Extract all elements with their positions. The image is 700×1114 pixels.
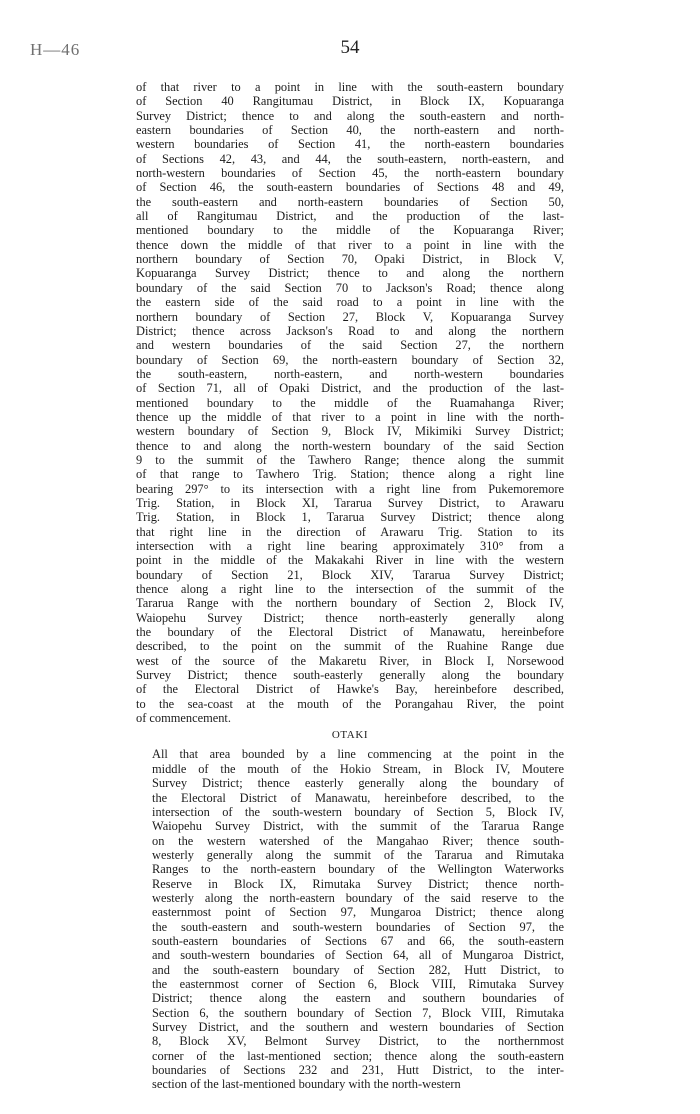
text-line: and western boundaries of the said Section 27, the northern [136, 338, 564, 353]
text-line: on the western watershed of the Mangahao River; thence south- [152, 833, 564, 848]
text-line: northern boundary of Section 70, Opaki District, in Block V, [136, 252, 564, 267]
text-line: westerly along the north-eastern boundary of the said reserve to the [152, 890, 564, 905]
page-number: 54 [340, 37, 360, 58]
text-line: the eastern side of the said road to a point in line with the [136, 295, 564, 310]
text-line: Kopuaranga Survey District; thence to and along the northern [136, 266, 564, 281]
text-line: thence down the middle of that river to a point in line with the [136, 237, 564, 252]
text-line: all of Rangitumau District, and the production of the last- [136, 209, 564, 224]
text-line: south-eastern boundaries of Sections 67 and 66, the south-eastern [152, 933, 564, 948]
text-line: of Section 71, all of Opaki District, and the production of the last- [136, 381, 564, 396]
section-heading-otaki: OTAKI [331, 729, 369, 742]
text-line: boundaries of Sections 232 and 231, Hutt District, to the inter- [152, 1063, 564, 1078]
text-line: thence to and along the north-western boundary of the said Section [136, 438, 564, 453]
text-line: Waiopehu Survey District; thence north-easterly generally along [136, 610, 564, 625]
text-line: and the south-eastern boundary of Section 282, Hutt District, to [152, 962, 564, 977]
text-line: of that range to Tawhero Trig. Station; thence along a right line [136, 467, 564, 482]
text-line: Section 6, the southern boundary of Section 7, Block VIII, Rimutaka [152, 1005, 564, 1020]
text-line: section of the last-mentioned boundary with the north-western [152, 1077, 461, 1092]
text-line: thence along a right line to the intersection of the summit of the [136, 582, 564, 597]
text-line: Trig. Station, in Block XI, Tararua Survey District, to Arawaru [136, 495, 564, 510]
text-line: District; thence along the eastern and southern boundaries of [152, 991, 564, 1006]
text-line: intersection of the south-western boundary of Section 5, Block IV, [152, 804, 564, 819]
text-line: the south-eastern and south-western boundaries of Section 97, the [152, 919, 564, 934]
text-line: that right line in the direction of Arawaru Trig. Station to its [136, 524, 564, 539]
text-line: the easternmost corner of Section 6, Block VIII, Rimutaka Survey [152, 976, 564, 991]
text-line: described, to the point on the summit of the Ruahine Range due [136, 639, 564, 654]
text-line: of the Electoral District of Hawke's Bay, hereinbefore described, [136, 682, 564, 697]
text-line: northern boundary of Section 27, Block V, Kopuaranga Survey [136, 309, 564, 324]
text-line: intersection with a right line bearing approximately 310° from a [136, 539, 564, 553]
text-line: mentioned boundary to the middle of the Ruamahanga River; [136, 395, 564, 410]
text-line: easternmost point of Section 97, Mungaroa District; thence along [152, 905, 564, 920]
paragraph-continued [136, 80, 564, 725]
text-line: Trig. Station, in Block 1, Tararua Survey District; thence along [136, 510, 564, 525]
text-line: 9 to the summit of the Tawhero Range; thence along the summit [136, 452, 564, 467]
text-line: of Section 40 Rangitumau District, in Block IX, Kopuaranga [136, 94, 564, 109]
text-line: to the sea-coast at the mouth of the Porangahau River, the point [136, 696, 564, 711]
page-reference: H—46 [30, 40, 81, 59]
document-body [136, 80, 564, 1092]
text-line: eastern boundaries of Section 40, the north-eastern and north- [136, 123, 564, 138]
text-line: the south-eastern and north-eastern boundaries of Section 50, [136, 194, 564, 209]
text-line: Reserve in Block IX, Rimutaka Survey District; thence north- [152, 876, 564, 891]
text-line: District; thence across Jackson's Road to and along the northern [136, 323, 564, 338]
text-line: thence up the middle of that river to a point in line with the north- [136, 409, 564, 424]
text-line: corner of the last-mentioned section; thence along the south-eastern [152, 1048, 564, 1063]
text-line: bearing 297° to its intersection with a right line from Pukemoremore [136, 481, 564, 496]
text-line: western boundaries of Section 41, the north-eastern boundaries [136, 137, 564, 152]
text-line: All that area bounded by a line commencing at the point in the [152, 747, 564, 762]
text-line: of Sections 42, 43, and 44, the south-eastern, north-eastern, and [136, 151, 564, 166]
text-line: Waiopehu Survey District, with the summit of the Tararua Range [152, 819, 564, 834]
text-line: north-western boundaries of Section 45, the north-eastern boundary [136, 166, 564, 181]
text-line: west of the source of the Makaretu River, in Block I, Norsewood [136, 653, 564, 668]
text-line: mentioned boundary to the middle of the Kopuaranga River; [136, 223, 564, 238]
text-line: Ranges to the north-eastern boundary of the Wellington Waterworks [152, 862, 564, 877]
text-line: 8, Block XV, Belmont Survey District, to the northernmost [152, 1034, 564, 1049]
text-line: westerly generally along the summit of the Tararua and Rimutaka [152, 847, 564, 862]
text-line: of that river to a point in line with the south-eastern boundary [136, 80, 564, 94]
text-line: boundary of Section 21, Block XIV, Tararua Survey District; [136, 567, 564, 582]
text-line: boundary of the said Section 70 to Jackson's Road; thence along [136, 280, 564, 295]
text-line: middle of the mouth of the Hokio Stream, in Block IV, Moutere [152, 761, 564, 776]
text-line: of commencement. [136, 711, 231, 726]
text-line: the boundary of the Electoral District of Manawatu, hereinbefore [136, 625, 564, 640]
text-line: Survey District, and the southern and western boundaries of Section [152, 1020, 564, 1034]
text-line: Tararua Range with the northern boundary of Section 2, Block IV, [136, 596, 564, 611]
text-line: western boundary of Section 9, Block IV, Mikimiki Survey District; [136, 424, 564, 439]
text-line: Survey District; thence south-easterly generally along the boundary [136, 668, 564, 683]
text-line: of Section 46, the south-eastern boundaries of Sections 48 and 49, [136, 180, 564, 195]
text-line: the south-eastern, north-eastern, and north-western boundaries [136, 366, 564, 381]
text-line: Survey District; thence to and along the south-eastern and north- [136, 108, 564, 123]
paragraph-otaki [136, 747, 564, 1091]
text-line: Survey District; thence easterly generally along the boundary of [152, 776, 564, 791]
text-line: point in the middle of the Makakahi River in line with the western [136, 553, 564, 568]
text-line: the Electoral District of Manawatu, hereinbefore described, to the [152, 790, 564, 805]
text-line: and south-western boundaries of Section 64, all of Mungaroa District, [152, 948, 564, 963]
text-line: boundary of Section 69, the north-eastern boundary of Section 32, [136, 352, 564, 367]
